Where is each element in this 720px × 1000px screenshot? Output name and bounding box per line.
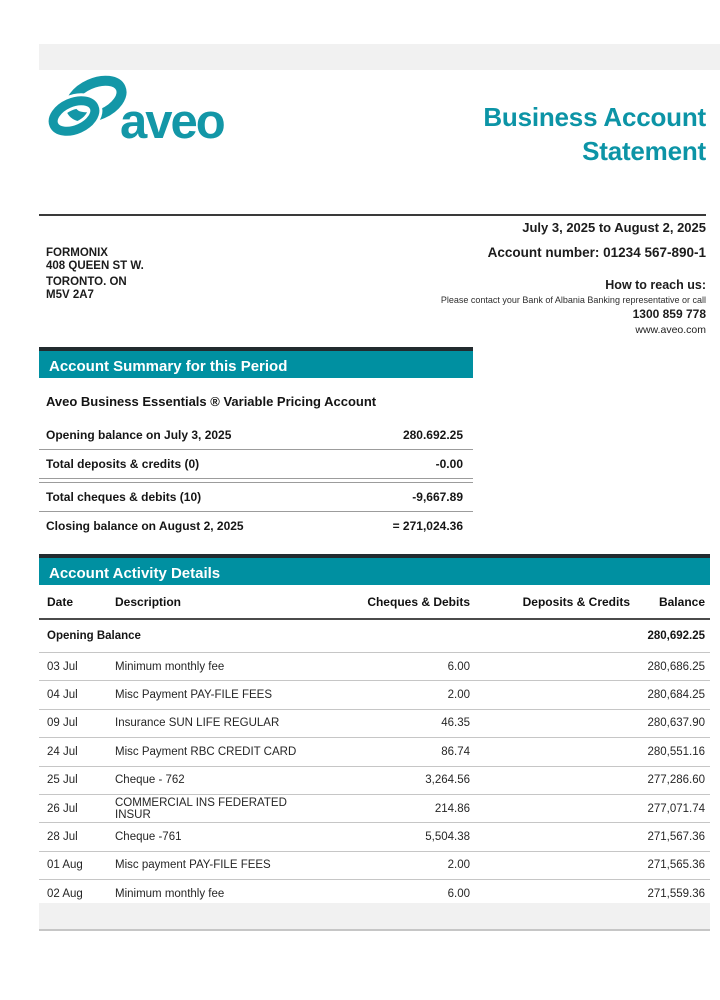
cell-description: Insurance SUN LIFE REGULAR	[115, 717, 280, 730]
cell-debit: 5,504.38	[425, 831, 470, 844]
cell-balance: 280,684.25	[647, 689, 705, 702]
summary-row-label: Total deposits & credits (0)	[46, 457, 200, 471]
summary-row-value: = 271,024.36	[392, 519, 463, 533]
cell-debit: 3,264.56	[425, 774, 470, 787]
summary-row-debits	[39, 482, 473, 512]
summary-row-value: -0.00	[435, 457, 463, 471]
cell-description: Misc Payment PAY-FILE FEES	[115, 689, 273, 702]
summary-row-label: Closing balance on August 2, 2025	[46, 519, 244, 533]
recipient-address3: M5V 2A7	[46, 289, 94, 301]
summary-row-closing	[39, 512, 473, 540]
aveo-wordmark: aveo	[120, 94, 224, 149]
bottom-gray-band	[39, 903, 710, 931]
cell-description: Cheque - 762	[115, 774, 185, 787]
summary-row-label: Total cheques & debits (10)	[46, 490, 202, 504]
cell-balance: 271,567.36	[647, 831, 705, 844]
header-divider	[39, 214, 706, 216]
account-activity-header: Account Activity Details	[39, 554, 710, 585]
cell-balance: 271,565.36	[647, 859, 705, 872]
account-summary-section	[39, 347, 473, 540]
table-row	[39, 653, 710, 681]
table-row	[39, 795, 710, 823]
cell-date: 24 Jul	[47, 745, 78, 758]
cell-debit: 6.00	[447, 887, 470, 900]
account-activity-section	[39, 554, 710, 908]
statement-period: July 3, 2025 to August 2, 2025	[522, 220, 706, 235]
document-title	[483, 100, 706, 168]
cell-description: Minimum monthly fee	[115, 660, 225, 673]
cell-date: 09 Jul	[47, 717, 78, 730]
reach-us-text: Please contact your Bank of Albania Banking representative or call	[440, 295, 706, 305]
table-row	[39, 852, 710, 880]
table-row	[39, 767, 710, 795]
cell-date: 02 Aug	[47, 887, 83, 900]
table-row	[39, 823, 710, 851]
aveo-rings-icon	[44, 74, 128, 142]
activity-column-headers	[39, 585, 710, 620]
cell-balance: 280,686.25	[647, 660, 705, 673]
cell-description: Minimum monthly fee	[115, 887, 225, 900]
opening-balance-label: Opening Balance	[47, 630, 141, 642]
column-header-description: Description	[115, 594, 182, 609]
column-header-credits: Deposits & Credits	[522, 594, 630, 609]
aveo-logo	[44, 74, 224, 149]
document-title-line1: Business Account	[483, 102, 706, 132]
cell-balance: 277,071.74	[647, 802, 705, 815]
column-header-date: Date	[47, 594, 74, 609]
cell-description: Misc Payment RBC CREDIT CARD	[115, 745, 297, 758]
column-header-debits: Cheques & Debits	[367, 594, 470, 609]
account-summary-header: Account Summary for this Period	[39, 347, 473, 378]
cell-date: 26 Jul	[47, 802, 78, 815]
table-row	[39, 681, 710, 709]
cell-debit: 86.74	[441, 745, 470, 758]
summary-row-value: 280.692.25	[402, 428, 463, 442]
cell-debit: 214.86	[434, 802, 470, 815]
summary-row-label: Opening balance on July 3, 2025	[46, 428, 232, 442]
top-gray-band	[39, 44, 720, 70]
summary-row-opening	[39, 421, 473, 450]
cell-debit: 2.00	[447, 859, 470, 872]
cell-date: 28 Jul	[47, 831, 78, 844]
cell-description: Cheque -761	[115, 831, 182, 844]
cell-date: 01 Aug	[47, 859, 83, 872]
cell-debit: 2.00	[447, 689, 470, 702]
header-right-block	[441, 220, 706, 336]
cell-date: 25 Jul	[47, 774, 78, 787]
cell-date: 03 Jul	[47, 660, 78, 673]
account-number: Account number: 01234 567-890-1	[487, 245, 706, 260]
reach-us-title: How to reach us:	[605, 278, 706, 292]
reach-us-phone: 1300 859 778	[632, 307, 706, 321]
recipient-address1: 408 QUEEN ST W.	[46, 260, 144, 272]
cell-balance: 271,559.36	[647, 887, 705, 900]
opening-balance-row	[39, 620, 710, 653]
cell-debit: 6.00	[447, 660, 470, 673]
opening-balance-value: 280,692.25	[647, 630, 705, 642]
table-row	[39, 738, 710, 766]
table-row	[39, 710, 710, 738]
cell-debit: 46.35	[441, 717, 470, 730]
document-title-line2: Statement	[582, 136, 706, 166]
cell-description: Misc payment PAY-FILE FEES	[115, 859, 271, 872]
recipient-name: FORMONIX	[46, 247, 108, 259]
summary-row-value: -9,667.89	[412, 490, 463, 504]
recipient-address2: TORONTO. ON	[46, 276, 127, 288]
reach-us-website: www.aveo.com	[635, 324, 706, 336]
cell-description: COMMERCIAL INS FEDERATED INSUR	[115, 796, 287, 821]
recipient-address-block	[46, 247, 144, 302]
cell-date: 04 Jul	[47, 689, 78, 702]
cell-balance: 280,637.90	[647, 717, 705, 730]
column-header-balance: Balance	[658, 594, 705, 609]
cell-balance: 277,286.60	[647, 774, 705, 787]
summary-row-deposits	[39, 450, 473, 479]
product-name: Aveo Business Essentials ® Variable Pricing Account	[46, 394, 377, 409]
cell-balance: 280,551.16	[647, 745, 705, 758]
